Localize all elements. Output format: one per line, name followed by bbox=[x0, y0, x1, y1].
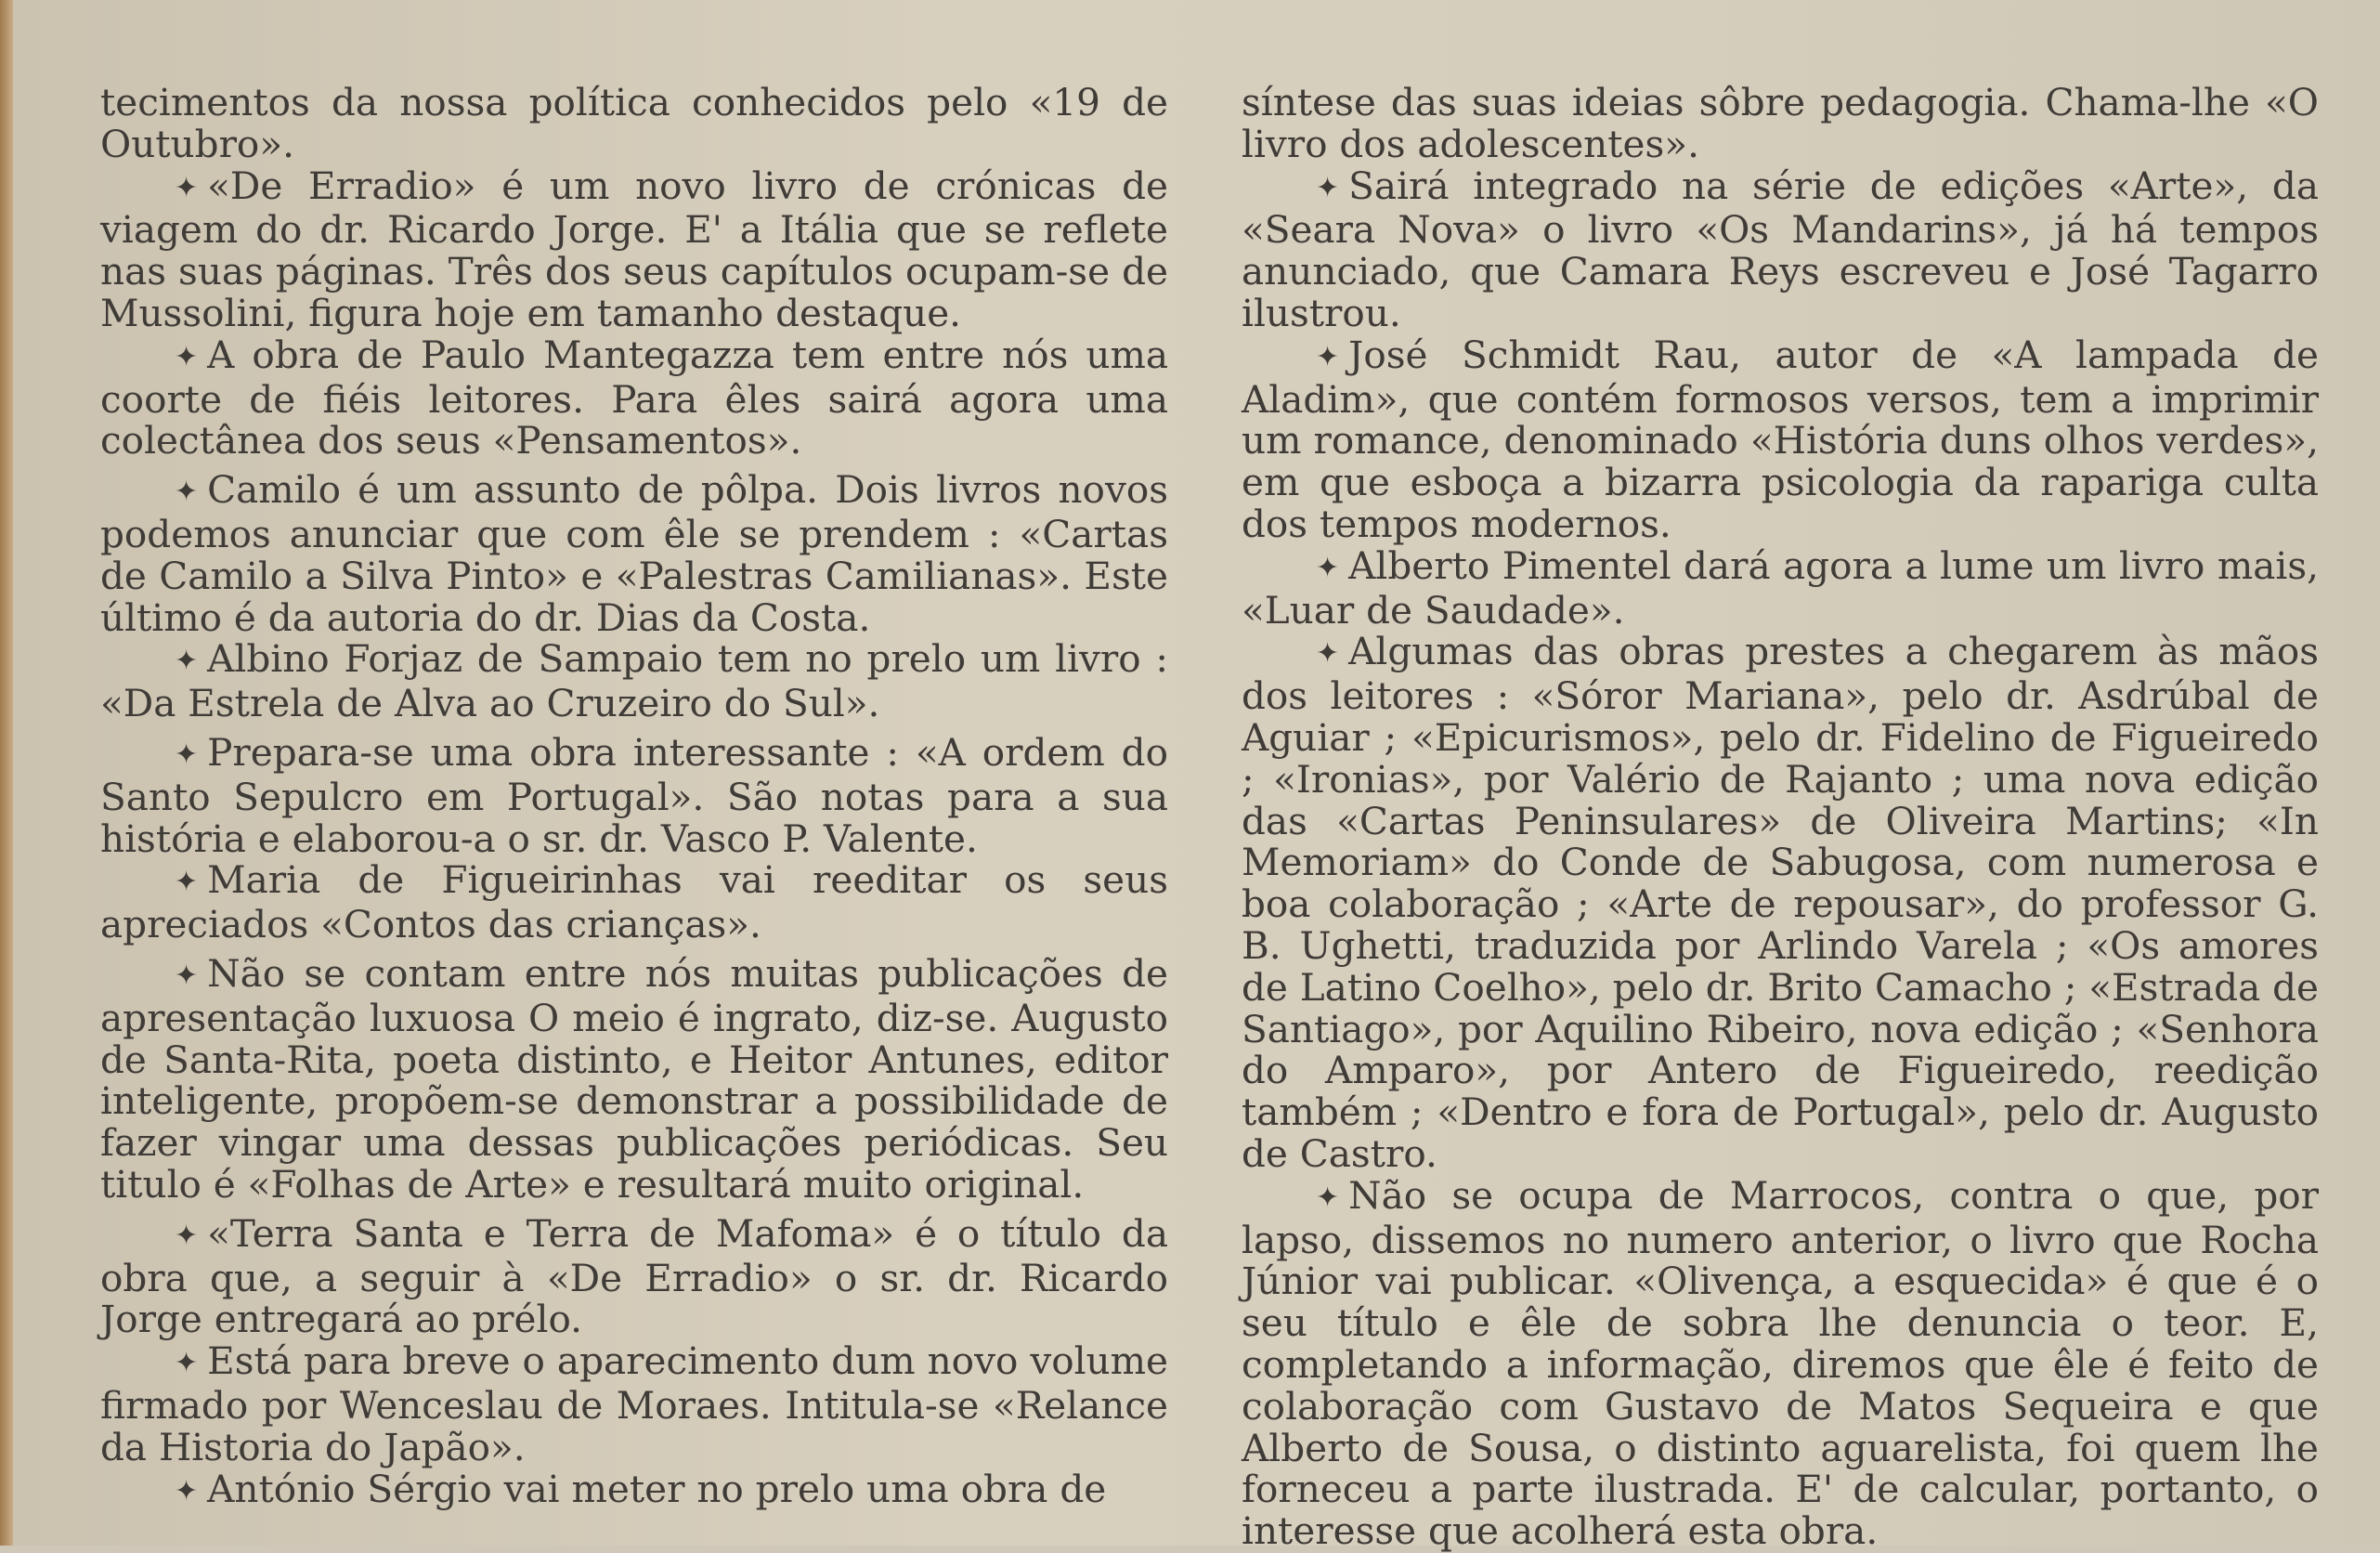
star-bullet-icon: ✦ bbox=[175, 866, 199, 899]
star-bullet-icon: ✦ bbox=[1316, 340, 1340, 373]
news-item: ✦ José Schmidt Rau, autor de «A lampada de Aladim», que contém formosos versos, tem a imprimir um romance, denominado «História duns olhos verdes», em que esboça a bizarra psicologia da rapariga culta dos tempos modernos. bbox=[1242, 332, 2319, 546]
news-item: ✦ Alberto Pimentel dará agora a lume um livro mais, «Luar de Saudade». bbox=[1242, 542, 2319, 633]
star-bullet-icon: ✦ bbox=[1316, 637, 1340, 671]
news-item: ✦ Albino Forjaz de Sampaio tem no prelo um livro : «Da Estrela de Alva ao Cruzeiro do Sul». bbox=[100, 636, 1168, 726]
page-edge bbox=[0, 0, 13, 1546]
news-item: ✦ Não se ocupa de Marrocos, contra o que, por lapso, dissemos no numero anterior, o livro que Rocha Júnior vai publicar. «Olivença, a esquecida» é que é o seu título e êle de sobra lhe denuncia o teor. E, completando a informação, diremos que êle é feito de colaboração com Gustavo de Matos Sequeira e que Alberto de Sousa, o distinto aguarelista, foi quem lhe forneceu a parte ilustrada. E' de calcular, portanto, o interesse que acolherá esta obra. bbox=[1242, 1172, 2319, 1553]
news-item: ✦ Maria de Figueirinhas vai reeditar os seus apreciados «Contos das crianças». bbox=[100, 857, 1168, 947]
news-item: ✦ Está para breve o aparecimento dum novo volume firmado por Wenceslau de Moraes. Intitula-se «Relance da Historia do Japão». bbox=[100, 1338, 1168, 1469]
news-item: ✦ Prepara-se uma obra interessante : «A ordem do Santo Sepulcro em Portugal». São notas para a sua história e elaborou-a o sr. dr. Vasco P. Valente. bbox=[100, 729, 1168, 861]
star-bullet-icon: ✦ bbox=[1316, 551, 1340, 584]
star-bullet-icon: ✦ bbox=[175, 340, 199, 373]
star-bullet-icon: ✦ bbox=[175, 1474, 199, 1507]
news-item: ✦ «De Erradio» é um novo livro de crónicas de viagem do dr. Ricardo Jorge. E' a Itália que se reflete nas suas páginas. Três dos seus capítulos ocupam-se de Mussolini, figura hoje em tamanho destaque. bbox=[100, 163, 1168, 335]
star-bullet-icon: ✦ bbox=[175, 737, 199, 771]
star-bullet-icon: ✦ bbox=[175, 476, 199, 509]
star-bullet-icon: ✦ bbox=[1316, 171, 1340, 204]
star-bullet-icon: ✦ bbox=[175, 1347, 199, 1380]
star-bullet-icon: ✦ bbox=[1316, 1181, 1340, 1214]
news-item: ✦ Algumas das obras prestes a chegarem às mãos dos leitores : «Sóror Mariana», pelo dr. Asdrúbal de Aguiar ; «Epicurismos», pelo dr. Fidelino de Figueiredo ; «Ironias», por Valério de Rajanto ; uma nova edição das «Cartas Peninsulares» de Oliveira Martins; «In Memoriam» do Conde de Sabugosa, com numerosa e boa colaboração ; «Arte de repousar», do professor G. B. Ughetti, traduzida por Arlindo Varela ; «Os amores de Latino Coelho», pelo dr. Brito Camacho ; «Estrada de Santiago», por Aquilino Ribeiro, nova edição ; «Senhora do Amparo», por Antero de Figueiredo, reedição também ; «Dentro e fora de Portugal», pelo dr. Augusto de Castro. bbox=[1242, 629, 2319, 1176]
star-bullet-icon: ✦ bbox=[175, 959, 199, 992]
paragraph-continuation: tecimentos da nossa política conhecidos pelo «19 de Outubro». bbox=[100, 80, 1168, 166]
news-item: ✦ Não se contam entre nós muitas publicações de apresentação luxuosa O meio é ingrato, diz-se. Augusto de Santa-Rita, poeta distinto, e Heitor Antunes, editor inteligente, propõem-se demonstrar a possibilidade de fazer vingar uma dessas publicações periódicas. Seu titulo é «Folhas de Arte» e resultará muito original. bbox=[100, 950, 1168, 1207]
left-column bbox=[100, 82, 1168, 1512]
star-bullet-icon: ✦ bbox=[175, 171, 199, 204]
news-item: ✦ António Sérgio vai meter no prelo uma obra de bbox=[100, 1468, 1168, 1513]
star-bullet-icon: ✦ bbox=[175, 645, 199, 678]
news-item: ✦ «Terra Santa e Terra de Mafoma» é o título da obra que, a seguir à «De Erradio» o sr. dr. Ricardo Jorge entregará ao prélo. bbox=[100, 1210, 1168, 1342]
news-item: ✦ Sairá integrado na série de edições «Arte», da «Seara Nova» o livro «Os Mandarins», já há tempos anunciado, que Camara Reys escreveu e José Tagarro ilustrou. bbox=[1242, 163, 2319, 335]
right-column bbox=[1242, 82, 2319, 1552]
star-bullet-icon: ✦ bbox=[175, 1219, 199, 1252]
news-item: ✦ A obra de Paulo Mantegazza tem entre nós uma coorte de fiéis leitores. Para êles sairá agora uma colectânea dos seus «Pensamentos». bbox=[100, 332, 1168, 463]
news-item: ✦ Camilo é um assunto de pôlpa. Dois livros novos podemos anunciar que com êle se prendem : «Cartas de Camilo a Silva Pinto» e «Palestras Camilianas». Este último é da autoria do dr. Dias da Costa. bbox=[100, 467, 1168, 640]
paragraph-continuation: síntese das suas ideias sôbre pedagogia. Chama-lhe «O livro dos adolescentes». bbox=[1242, 80, 2319, 166]
